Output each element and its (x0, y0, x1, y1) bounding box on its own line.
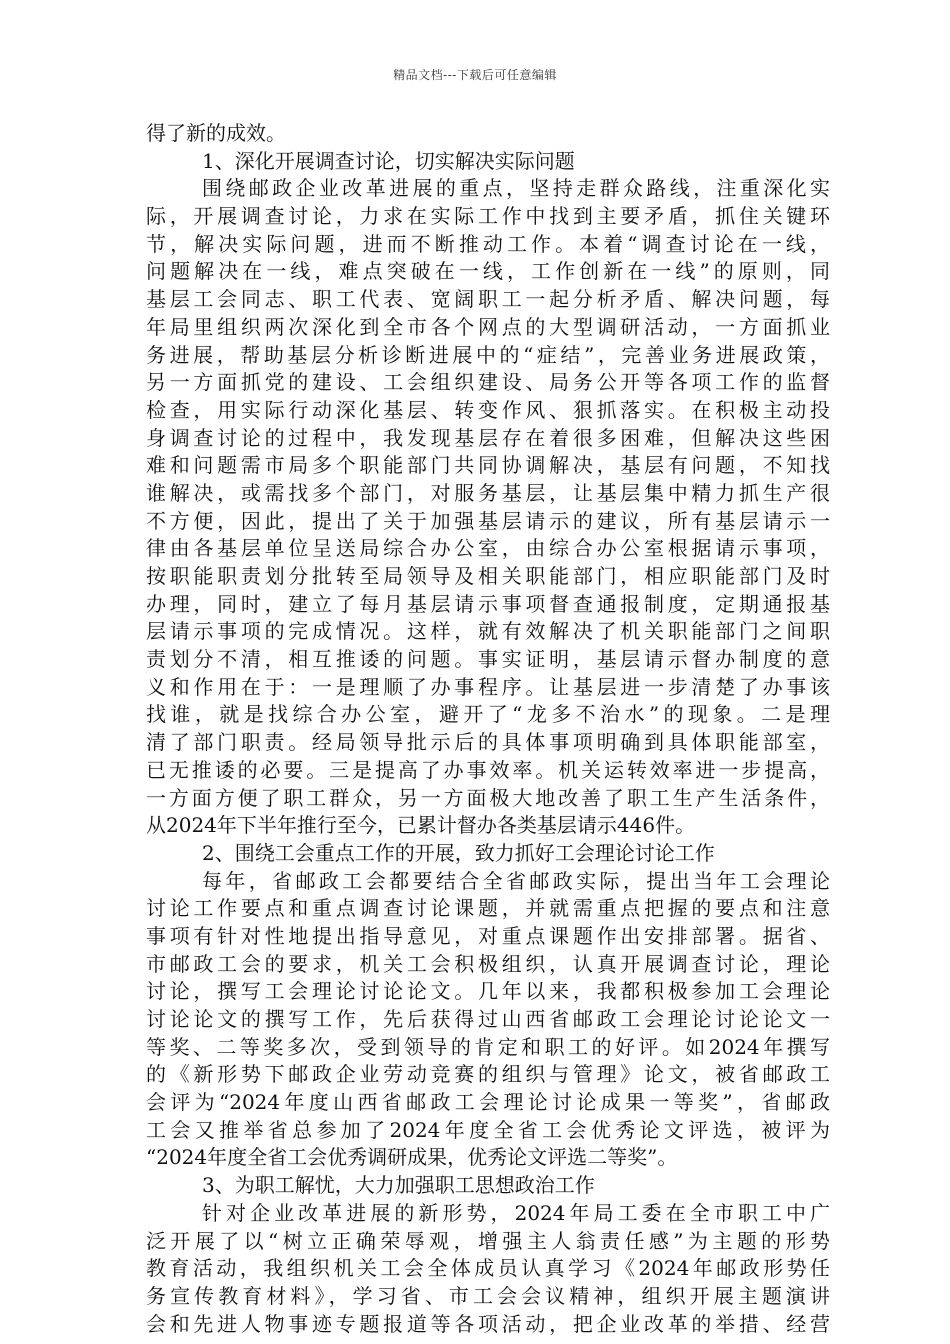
paragraph-line: 会评为“2024年度山西省邮政工会理论讨论成果一等奖”，省邮政 (146, 1090, 830, 1115)
paragraph-line: 务宣传教育材料》，学习省、市工会会议精神，组织开展主题演讲 (146, 1283, 830, 1308)
section-heading: 1、深化开展调查讨论，切实解决实际问题 (202, 148, 575, 173)
paragraph-line: 找谁，就是找综合办公室，避开了“龙多不治水”的现象。二是理 (146, 702, 830, 727)
paragraph-line: 讨论工作要点和重点调查讨论课题，并就需重点把握的要点和注意 (146, 896, 830, 921)
paragraph-line: 讨论，撰写工会理论讨论论文。几年以来，我都积极参加工会理论 (146, 979, 830, 1004)
paragraph-line: 不方便，因此，提出了关于加强基层请示的建议，所有基层请示一 (146, 508, 830, 533)
paragraph-line: 按职能职责划分批转至局领导及相关职能部门，相应职能部门及时 (146, 564, 830, 588)
paragraph-line: 从2024年下半年推行至今，已累计督办各类基层请示446件。 (146, 813, 696, 838)
paragraph-line: 泛开展了以“树立正确荣辱观，增强主人翁责任感”为主题的形势 (146, 1228, 830, 1253)
document-body (146, 120, 830, 1338)
paragraph-line: 清了部门职责。经局领导批示后的具体事项明确到具体职能部室， (146, 730, 830, 755)
paragraph-line: 义和作用在于：一是理顺了办事程序。让基层进一步清楚了办事该 (146, 674, 830, 699)
paragraph-line: 身调查讨论的过程中，我发现基层存在着很多困难，但解决这些困 (146, 425, 830, 450)
paragraph-line: 教育活动，我组织机关工会全体成员认真学习《2024年邮政形势任 (146, 1256, 830, 1281)
paragraph-line: “2024年度全省工会优秀调研成果，优秀论文评选二等奖”。 (146, 1145, 678, 1170)
page-header: 精品文档---下载后可任意编辑 (393, 68, 557, 82)
paragraph-line: 检查，用实际行动深化基层、转变作风、狠抓落实。在积极主动投 (146, 397, 830, 422)
paragraph-line: 一方面方便了职工群众，另一方面极大地改善了职工生产生活条件， (146, 785, 830, 810)
paragraph-line: 节，解决实际问题，进而不断推动工作。本着“调查讨论在一线， (146, 231, 830, 256)
paragraph-line: 会和先进人物事迹专题报道等各项活动，把企业改革的举措、经营 (146, 1311, 830, 1336)
paragraph-line: 讨论论文的撰写工作，先后获得过山西省邮政工会理论讨论论文一 (146, 1007, 830, 1031)
paragraph-line: 市邮政工会的要求，机关工会积极组织，认真开展调查讨论，理论 (146, 951, 830, 976)
section-heading: 2、围绕工会重点工作的开展，致力抓好工会理论讨论工作 (202, 840, 715, 865)
paragraph-line: 难和问题需市局多个职能部门共同协调解决，基层有问题，不知找 (146, 453, 830, 478)
paragraph-line: 事项有针对性地提出指导意见，对重点课题作出安排部署。据省、 (146, 923, 830, 948)
paragraph-line: 已无推诿的必要。三是提高了办事效率。机关运转效率进一步提高， (146, 757, 830, 782)
paragraph-line: 围绕邮政企业改革进展的重点，坚持走群众路线，注重深化实 (202, 176, 830, 201)
paragraph-line: 办理，同时，建立了每月基层请示事项督查通报制度，定期通报基 (146, 591, 830, 616)
paragraph-line: 基层工会同志、职工代表、宽阔职工一起分析矛盾、解决问题，每 (146, 287, 830, 312)
paragraph-line: 等奖、二等奖多次，受到领导的肯定和职工的好评。如2024年撰写 (146, 1034, 830, 1059)
paragraph-line: 律由各基层单位呈送局综合办公室，由综合办公室根据请示事项， (146, 536, 830, 561)
paragraph-line: 得了新的成效。 (146, 121, 286, 145)
section-heading: 3、为职工解忧，大力加强职工思想政治工作 (202, 1173, 595, 1198)
paragraph-line: 谁解决，或需找多个部门，对服务基层，让基层集中精力抓生产很 (146, 480, 830, 505)
paragraph-line: 年局里组织两次深化到全市各个网点的大型调研活动，一方面抓业 (146, 314, 830, 339)
paragraph-line: 每年，省邮政工会都要结合全省邮政实际，提出当年工会理论 (202, 868, 830, 893)
paragraph-line: 工会又推举省总参加了2024年度全省工会优秀论文评选，被评为 (146, 1117, 830, 1142)
paragraph-line: 问题解决在一线，难点突破在一线，工作创新在一线”的原则，同 (146, 259, 830, 284)
paragraph-line: 另一方面抓党的建设、工会组织建设、局务公开等各项工作的监督 (146, 370, 830, 395)
paragraph-line: 层请示事项的完成情况。这样，就有效解决了机关职能部门之间职 (146, 619, 830, 644)
paragraph-line: 责划分不清，相互推诿的问题。事实证明，基层请示督办制度的意 (146, 647, 830, 672)
paragraph-line: 务进展，帮助基层分析诊断进展中的“症结”，完善业务进展政策， (146, 342, 830, 367)
paragraph-line: 针对企业改革进展的新形势，2024年局工委在全市职工中广 (202, 1200, 830, 1225)
paragraph-line: 际，开展调查讨论，力求在实际工作中找到主要矛盾，抓住关键环 (146, 204, 830, 229)
paragraph-line: 的《新形势下邮政企业劳动竞赛的组织与管理》论文，被省邮政工 (146, 1062, 830, 1087)
